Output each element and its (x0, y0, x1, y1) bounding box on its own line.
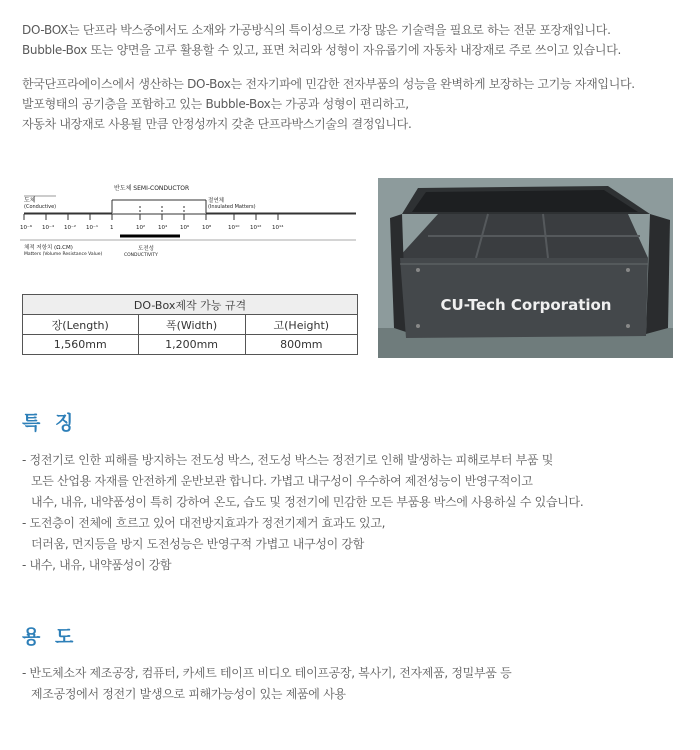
intro-line: Bubble-Box 또는 양면을 고루 활용할 수 있고, 표면 처리와 성형이 자유롭기에 자동차 내장재로 주로 쓰이고 있습니다. (22, 43, 622, 57)
usage-title: 용 도 (22, 626, 78, 648)
spec-value: 800mm (245, 335, 357, 355)
feature-line: 더러움, 먼지등을 방지 도전성능은 반영구적 가볍고 내구성이 강함 (31, 537, 365, 551)
tick-label: 10² (136, 225, 146, 231)
label-conductive-en: (Conductive) (24, 204, 57, 210)
spec-title: DO-Box제작 가능 규격 (23, 295, 358, 315)
resistance-scale-diagram (20, 178, 360, 278)
label-insulated: 절연체 (208, 198, 224, 204)
tick-label: 10¹⁴ (272, 225, 284, 231)
intro-text (22, 20, 682, 148)
usage-line: 제조공정에서 정전기 발생으로 피해가능성이 있는 제품에 사용 (31, 687, 346, 701)
product-photo (378, 178, 673, 358)
intro-line: DO-BOX는 단프라 박스중에서도 소재와 가공방식의 특이성으로 가장 많은 기술력을 필요로 하는 전문 포장재입니다. (22, 23, 611, 37)
tick-label: 10⁻⁴ (42, 225, 55, 231)
feature-line: 모든 산업용 자재를 안전하게 운반보관 합니다. 가볍고 내구성이 우수하여 제전성능이 반영구적이고 (31, 474, 533, 488)
tick-label: 10¹⁰ (228, 225, 240, 231)
usage-list (22, 663, 682, 705)
spec-header: 장(Length) (23, 315, 139, 335)
features-list (22, 450, 682, 576)
label-resist-en: Matters (Volume Resistance Value) (24, 252, 103, 257)
spec-value: 1,200mm (138, 335, 245, 355)
label-insulated-en: (Insulated Matters) (208, 204, 256, 210)
feature-line: - 정전기로 인한 피해를 방지하는 전도성 박스, 전도성 박스는 정전기로 인해 발생하는 피해로부터 부품 및 (22, 453, 554, 467)
feature-line: - 내수, 내유, 내약품성이 강함 (22, 558, 172, 572)
label-conductivity: 도전성 (138, 246, 154, 252)
label-resist: 체적 저항치 (Ω.CM) (24, 245, 73, 251)
feature-line: 내수, 내유, 내약품성이 특히 강하여 온도, 습도 및 정전기에 민감한 모든 부품용 박스에 사용하실 수 있습니다. (31, 495, 584, 509)
usage-line: - 반도체소자 제조공장, 컴퓨터, 카세트 테이프 비디오 테이프공장, 복사기, 전자제품, 정밀부품 등 (22, 666, 512, 680)
tick-label: 10⁻¹ (86, 225, 99, 231)
label-conductive: 도체 (24, 197, 36, 204)
spec-table (22, 294, 358, 355)
tick-label: 10⁻² (64, 225, 77, 231)
intro-line: 발포형태의 공기층을 포함하고 있는 Bubble-Box는 가공과 성형이 편리하고, (22, 97, 409, 111)
intro-paragraph-2 (22, 74, 682, 134)
label-semi: 반도체 SEMI-CONDUCTOR (114, 185, 190, 192)
intro-line: 자동차 내장재로 사용될 만큼 안정성까지 갖춘 단프라박스기술의 결정입니다. (22, 117, 412, 131)
label-conductivity-en: CONDUCTIVITY (124, 253, 158, 258)
spec-header: 폭(Width) (138, 315, 245, 335)
tick-label: 10⁻⁶ (20, 225, 33, 231)
feature-line: - 도전층이 전체에 흐르고 있어 대전방지효과가 정전기제거 효과도 있고, (22, 516, 386, 530)
features-title: 특 징 (22, 412, 78, 434)
intro-line: 한국단프라에이스에서 생산하는 DO-Box는 전자기파에 민감한 전자부품의 성능을 완벽하게 보장하는 고기능 자재입니다. (22, 77, 635, 91)
tick-label: 10⁶ (180, 225, 190, 231)
photo-brand-label: CU-Tech Corporation (440, 296, 612, 314)
tick-label: 10⁴ (158, 225, 168, 231)
intro-paragraph-1 (22, 20, 682, 60)
spec-header: 고(Height) (245, 315, 357, 335)
spec-value: 1,560mm (23, 335, 139, 355)
tick-label: 10¹² (250, 225, 262, 231)
tick-label: 1 (110, 225, 114, 231)
tick-label: 10⁸ (202, 225, 212, 231)
